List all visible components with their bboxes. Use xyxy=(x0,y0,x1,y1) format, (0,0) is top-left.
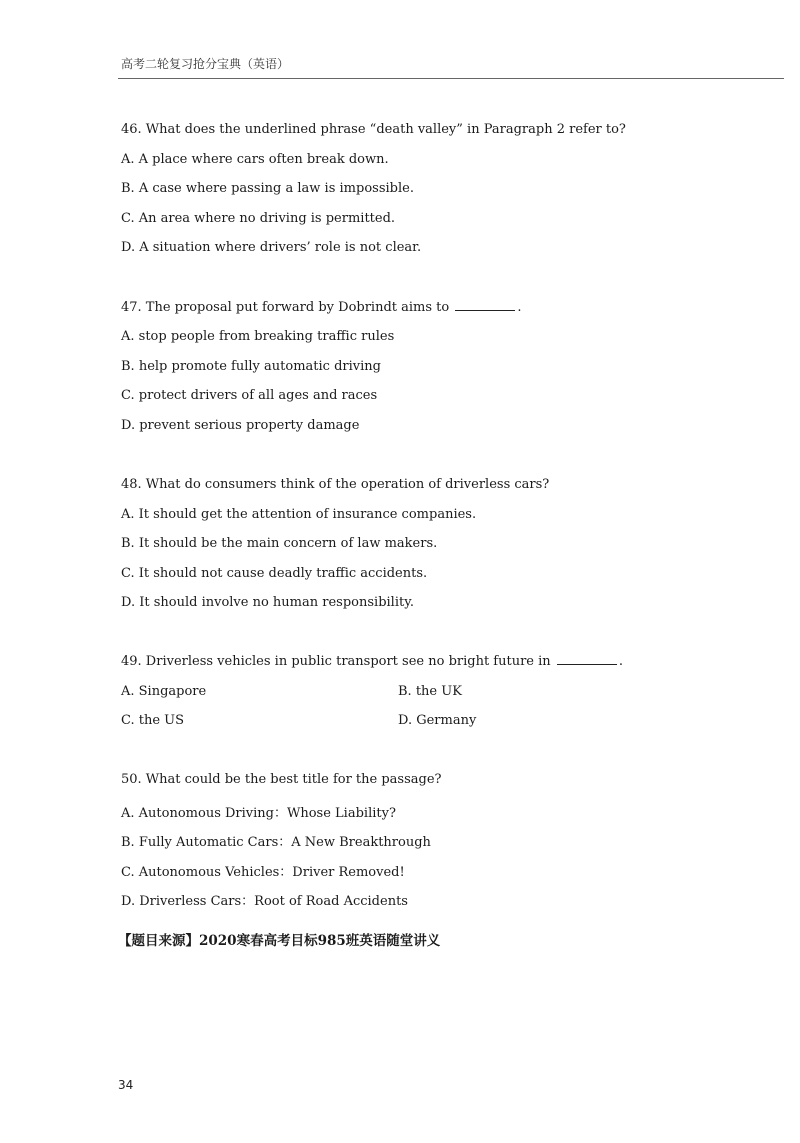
question-47-option-b: B. help promote fully automatic driving xyxy=(121,359,381,374)
question-46-option-a: A. A place where cars often break down. xyxy=(121,152,389,167)
question-47-stem-end: . xyxy=(517,300,522,315)
question-47-stem-text: 47. The proposal put forward by Dobrindt aims to xyxy=(121,300,450,315)
question-48-option-a: A. It should get the attention of insurance companies. xyxy=(121,507,477,522)
question-source: 【题目来源】2020寒春高考目标985班英语随堂讲义 xyxy=(118,933,441,949)
question-47-option-d: D. prevent serious property damage xyxy=(121,418,360,433)
question-50-option-d: D. Driverless Cars：Root of Road Accidents xyxy=(121,894,408,909)
question-49-option-a: A. Singapore xyxy=(121,684,207,699)
question-50-option-a: A. Autonomous Driving：Whose Liability? xyxy=(121,806,396,821)
question-48-option-b: B. It should be the main concern of law makers. xyxy=(121,536,438,551)
answer-blank xyxy=(557,654,617,665)
question-46-option-b: B. A case where passing a law is impossible. xyxy=(121,181,414,196)
question-48-stem: 48. What do consumers think of the operation of driverless cars? xyxy=(121,477,550,492)
question-50-option-c: C. Autonomous Vehicles：Driver Removed! xyxy=(121,865,405,880)
answer-blank xyxy=(455,300,515,311)
question-46-option-d: D. A situation where drivers’ role is not clear. xyxy=(121,240,422,255)
header-divider xyxy=(118,78,784,79)
question-47-stem xyxy=(121,300,522,315)
question-46-stem: 46. What does the underlined phrase “death valley” in Paragraph 2 refer to? xyxy=(121,122,626,137)
question-50-stem: 50. What could be the best title for the passage? xyxy=(121,772,442,787)
question-49-stem-end: . xyxy=(618,654,623,669)
question-46-option-c: C. An area where no driving is permitted. xyxy=(121,211,396,226)
question-47-option-c: C. protect drivers of all ages and races xyxy=(121,388,378,403)
question-49-option-b: B. the UK xyxy=(398,684,462,699)
question-50-option-b: B. Fully Automatic Cars：A New Breakthrough xyxy=(121,835,431,850)
question-49-option-d: D. Germany xyxy=(398,713,477,728)
question-47-option-a: A. stop people from breaking traffic rules xyxy=(121,329,395,344)
question-48-option-d: D. It should involve no human responsibility. xyxy=(121,595,414,610)
question-49-stem-text: 49. Driverless vehicles in public transport see no bright future in xyxy=(121,654,551,669)
question-49-stem xyxy=(121,654,623,669)
page-number: 34 xyxy=(118,1078,134,1092)
question-49-option-c: C. the US xyxy=(121,713,185,728)
question-48-option-c: C. It should not cause deadly traffic accidents. xyxy=(121,566,428,581)
page-header-title: 高考二轮复习抢分宝典（英语） xyxy=(121,57,290,71)
